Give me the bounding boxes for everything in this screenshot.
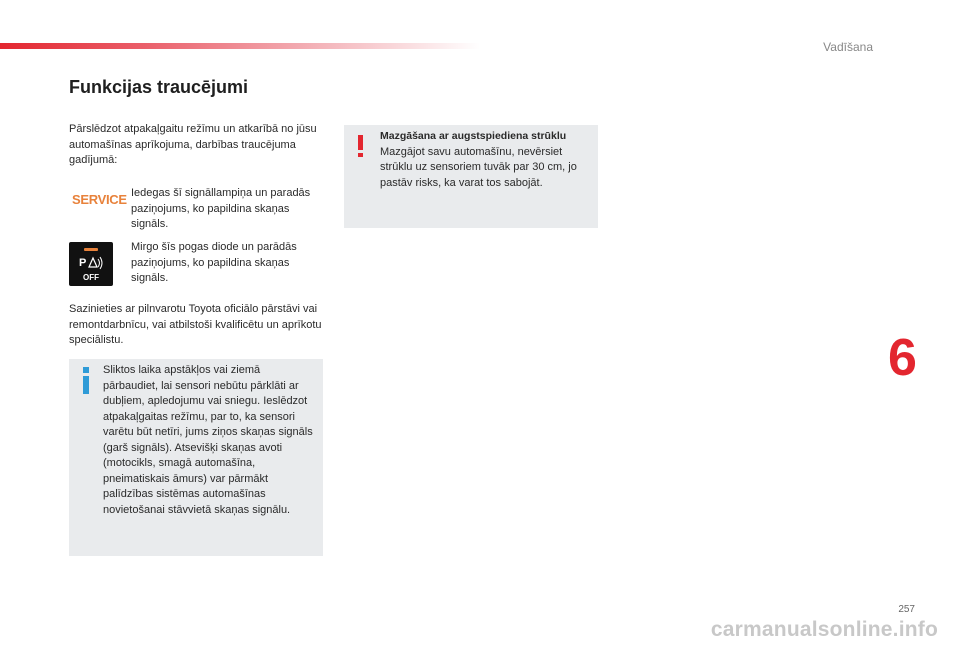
section-title: Funkcijas traucējumi — [69, 77, 249, 97]
watermark: carmanualsonline.info — [710, 618, 938, 641]
park-sensor-off-button-icon — [69, 242, 113, 286]
intro-text: Pārslēdzot atpakaļgaitu režīmu un atkarībā no jūsu automašīnas aprīkojuma, darbības traucējuma gadījumā: — [69, 123, 317, 166]
off-label: OFF — [83, 273, 99, 282]
service-light-description: Iedegas šī signāllampiņa un paradās paziņojums, ko papildina skaņas signāls. — [131, 187, 311, 230]
button-led-icon — [84, 248, 98, 251]
header-accent-bar — [0, 43, 480, 49]
warning-icon — [358, 135, 364, 157]
warning-content — [380, 129, 592, 191]
info-box — [69, 359, 323, 556]
service-warning-light-icon: SERVICE — [72, 192, 127, 207]
info-text: Sliktos laika apstākļos vai ziemā pārbaudiet, lai sensori nebūtu pārklāti ar dubļiem, apledojumu vai sniegu. Ieslēdzot atpakaļgaitas režīmu, par to, ka sensori varētu būt netīri, jums ziņos skaņas signāls (garš signāls). Atsevišķi skaņas avoti (motocikls, smagā automašīna, pneimatiskais āmurs) var pārmākt palīdzības sistēmas automašīnas novietošanai stāvvietā skaņas signālu. — [103, 364, 313, 516]
park-sensor-icon — [77, 254, 105, 272]
warning-box — [344, 125, 598, 228]
warning-text: Mazgājot savu automašīnu, nevērsiet strūklu uz sensoriem tuvāk par 30 cm, jo pastāv risks, ka varat tos sabojāt. — [380, 145, 577, 189]
svg-text:P: P — [79, 257, 87, 269]
info-icon — [81, 367, 91, 395]
warning-title: Mazgāšana ar augstspiediena strūklu — [380, 130, 567, 142]
contact-text: Sazinieties ar pilnvarotu Toyota oficiālo pārstāvi vai remontdarbnīcu, vai atbilstoši kvalificētu un aprīkotu speciālistu. — [69, 303, 322, 346]
park-sensor-description: Mirgo šīs pogas diode un parādās paziņojums, ko papildina skaņas signāls. — [131, 241, 297, 284]
page-number: 257 — [898, 604, 915, 615]
chapter-number: 6 — [888, 329, 917, 387]
chapter-title: Vadīšana — [823, 40, 873, 54]
